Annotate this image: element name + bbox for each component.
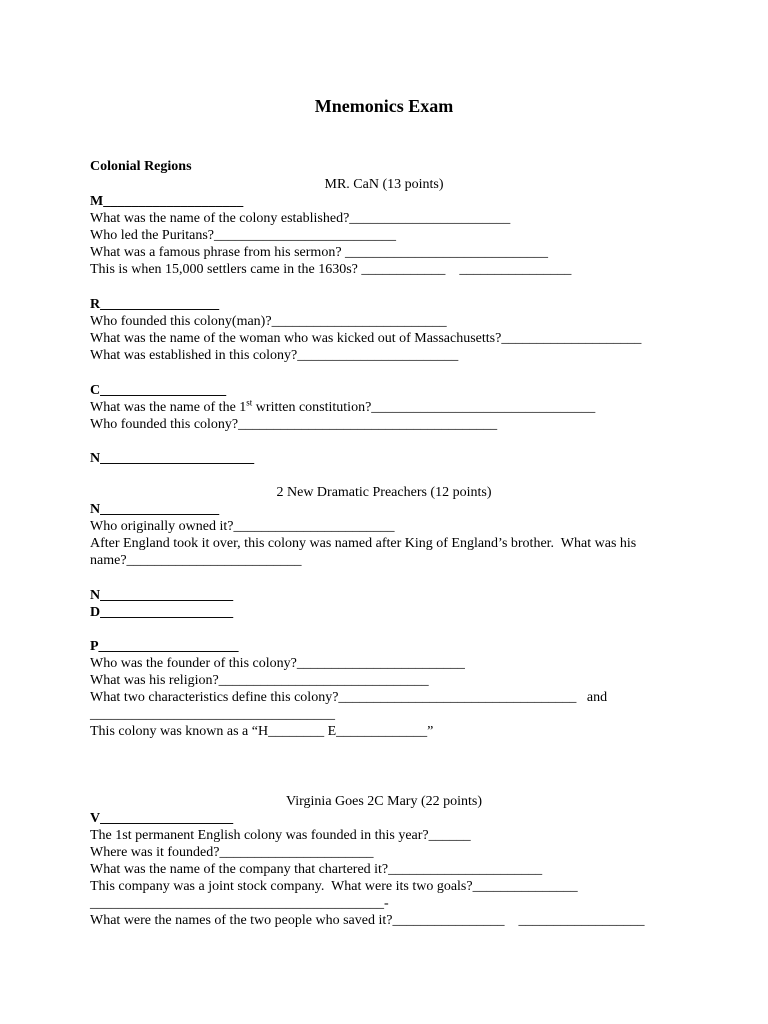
preachers-p-question-2: What was his religion?______________________________	[90, 673, 429, 688]
mrcan-header: MR. CaN (13 points)	[324, 177, 444, 192]
preachers-p-blank: P____________________	[90, 639, 239, 654]
mrcan-c-blank: C__________________	[90, 383, 227, 398]
preachers-n-blank-2: N___________________	[90, 588, 234, 603]
preachers-question-1: Who originally owned it?_______________________	[90, 519, 395, 534]
mrcan-m-question-2: Who led the Puritans?__________________________	[90, 228, 397, 243]
mrcan-m-blank: M____________________	[90, 194, 244, 209]
virginia-question-4-cont: __________________________________________-	[90, 896, 389, 911]
virginia-question-3: What was the name of the company that chartered it?______________________	[90, 862, 543, 877]
mrcan-r-question-3: What was established in this colony?_______________________	[90, 348, 459, 363]
virginia-question-2: Where was it founded?______________________	[90, 845, 374, 860]
mrcan-m-question-1: What was the name of the colony established?_______________________	[90, 211, 511, 226]
preachers-p-question-3: What two characteristics define this colony?__________________________________ and	[90, 690, 608, 705]
virginia-question-1: The 1st permanent English colony was founded in this year?______	[90, 828, 471, 843]
virginia-header: Virginia Goes 2C Mary (22 points)	[285, 794, 483, 809]
preachers-p-question-3-cont: ___________________________________	[90, 707, 335, 722]
mrcan-c-question-2: Who founded this colony?_____________________________________	[90, 417, 498, 432]
preachers-header: 2 New Dramatic Preachers (12 points)	[276, 485, 492, 500]
mrcan-m-question-4: This is when 15,000 settlers came in the 1630s? ____________ ________________	[90, 262, 572, 277]
virginia-v-blank: V___________________	[90, 811, 234, 826]
preachers-p-question-4: This colony was known as a “H________ E_____________”	[90, 724, 434, 739]
mrcan-r-blank: R_________________	[90, 297, 220, 312]
section-heading: Colonial Regions	[90, 159, 192, 174]
mrcan-n-blank: N______________________	[90, 451, 255, 466]
page-title: Mnemonics Exam	[314, 96, 454, 116]
preachers-p-question-1: Who was the founder of this colony?________________________	[90, 656, 465, 671]
preachers-question-2a: After England took it over, this colony was named after King of England’s brother. What was his	[90, 536, 637, 551]
preachers-question-2b: name?_________________________	[90, 553, 302, 568]
preachers-d-blank: D___________________	[90, 605, 234, 620]
mrcan-r-question-1: Who founded this colony(man)?_________________________	[90, 314, 447, 329]
virginia-question-5: What were the names of the two people who saved it?________________ __________________	[90, 913, 645, 928]
mrcan-c-question-1: What was the name of the 1st written constitution?________________________________	[90, 397, 596, 415]
preachers-n-blank-1: N_________________	[90, 502, 220, 517]
mrcan-r-question-2: What was the name of the woman who was kicked out of Massachusetts?____________________	[90, 331, 642, 346]
mrcan-m-question-3: What was a famous phrase from his sermon? _____________________________	[90, 245, 549, 260]
virginia-question-4: This company was a joint stock company. What were its two goals?_______________	[90, 879, 578, 894]
